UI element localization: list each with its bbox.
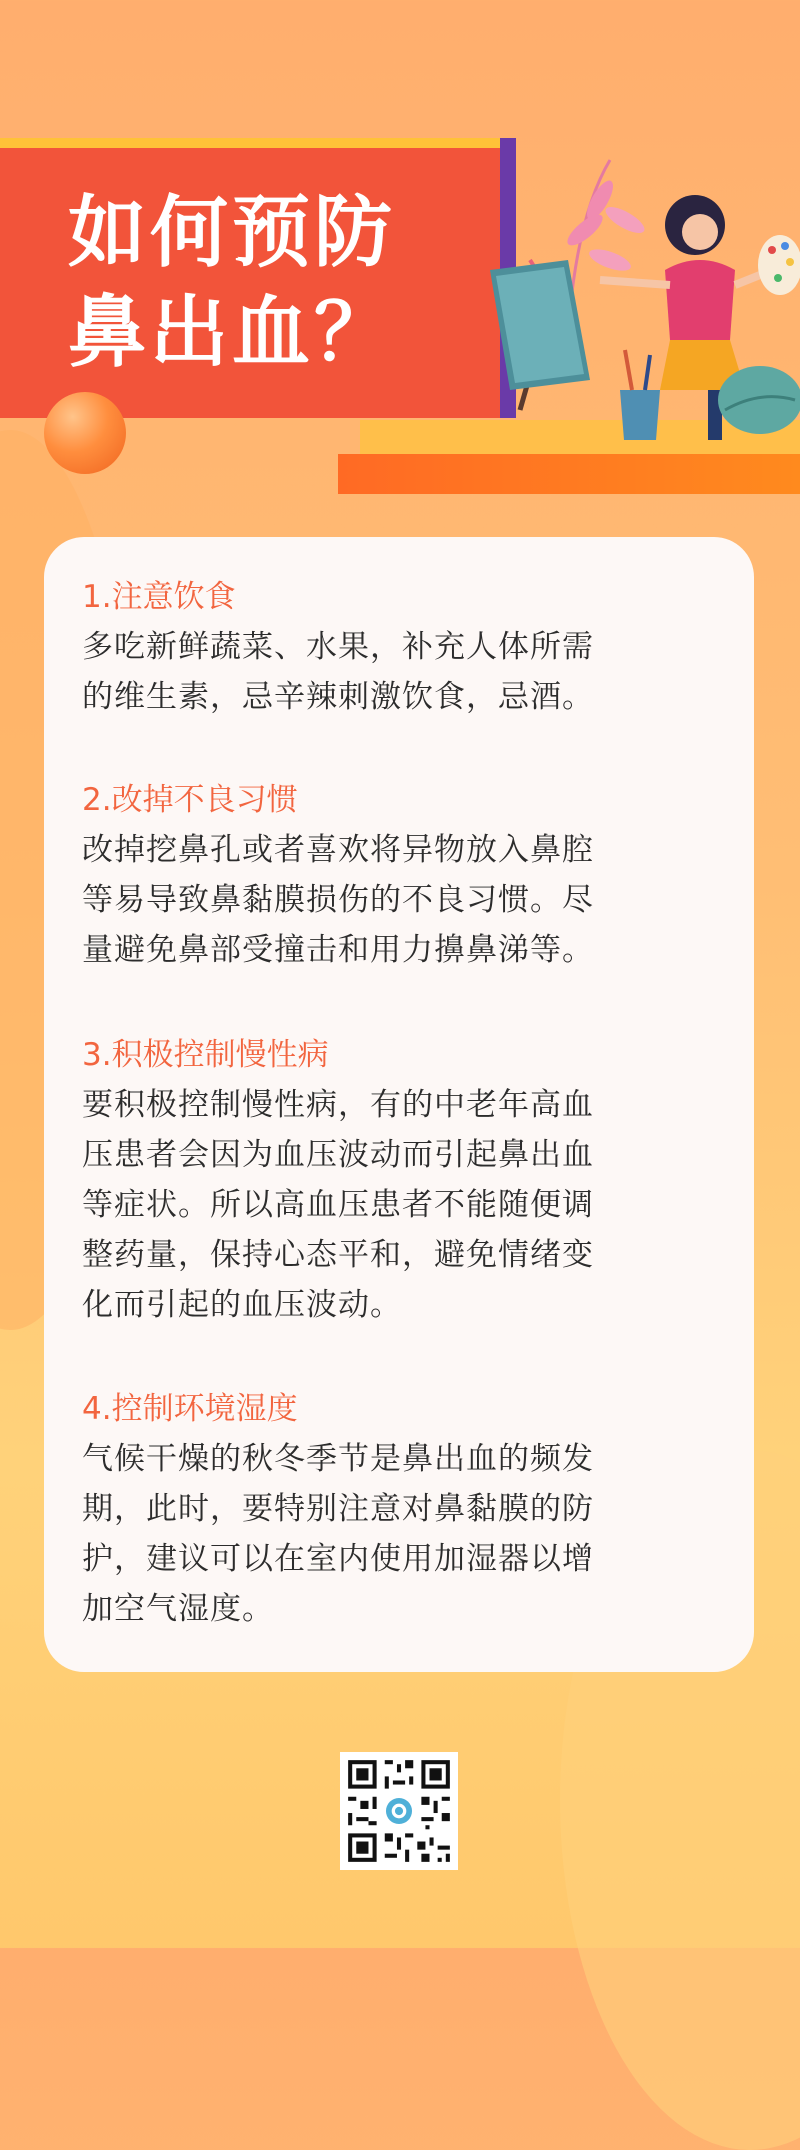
section-text-line: 护，建议可以在室内使用加湿器以增 xyxy=(82,1541,594,1577)
section-heading: 1.注意饮食 xyxy=(82,579,236,615)
section-heading: 2.改掉不良习惯 xyxy=(82,782,298,818)
qr-code-graphic xyxy=(340,1752,458,1870)
green-leaf-icon xyxy=(718,366,800,434)
section-text-line: 化而引起的血压波动。 xyxy=(82,1287,402,1323)
section-text-line: 改掉挖鼻孔或者喜欢将异物放入鼻腔 xyxy=(82,832,594,868)
section-text-line: 整药量，保持心态平和，避免情绪变 xyxy=(82,1237,594,1273)
section-text-line: 量避免鼻部受撞击和用力擤鼻涕等。 xyxy=(82,932,594,968)
section-text-line: 期，此时，要特别注意对鼻黏膜的防 xyxy=(82,1491,594,1527)
decorative-ball-icon xyxy=(44,392,126,474)
section-heading: 3.积极控制慢性病 xyxy=(82,1037,329,1073)
shelf xyxy=(338,454,800,494)
feather-leaf-icon xyxy=(563,160,648,310)
section-text-line: 等易导致鼻黏膜损伤的不良习惯。尽 xyxy=(82,882,594,918)
section-text-line: 多吃新鲜蔬菜、水果，补充人体所需 xyxy=(82,629,594,665)
section-text-line: 加空气湿度。 xyxy=(82,1591,274,1627)
page-title xyxy=(68,182,396,382)
paint-bucket-icon xyxy=(620,350,660,440)
title-line-2: 鼻出血？ xyxy=(68,288,397,376)
title-line-1: 如何预防 xyxy=(68,188,397,276)
section-text-line: 等症状。所以高血压患者不能随便调 xyxy=(82,1187,594,1223)
section-4 xyxy=(82,1384,732,1634)
easel-icon xyxy=(490,260,590,410)
section-text-line: 的维生素，忌辛辣刺激饮食，忌酒。 xyxy=(82,679,594,715)
section-text-line: 气候干燥的秋冬季节是鼻出血的频发 xyxy=(82,1441,594,1477)
section-3 xyxy=(82,1030,732,1330)
section-heading: 4.控制环境湿度 xyxy=(82,1391,298,1427)
section-text-line: 要积极控制慢性病，有的中老年高血 xyxy=(82,1087,594,1123)
qr-code-icon[interactable] xyxy=(340,1752,458,1870)
palette-icon xyxy=(758,235,800,295)
painter-illustration xyxy=(460,150,800,450)
section-text-line: 压患者会因为血压波动而引起鼻出血 xyxy=(82,1137,594,1173)
section-1 xyxy=(82,572,732,722)
section-2 xyxy=(82,775,732,975)
